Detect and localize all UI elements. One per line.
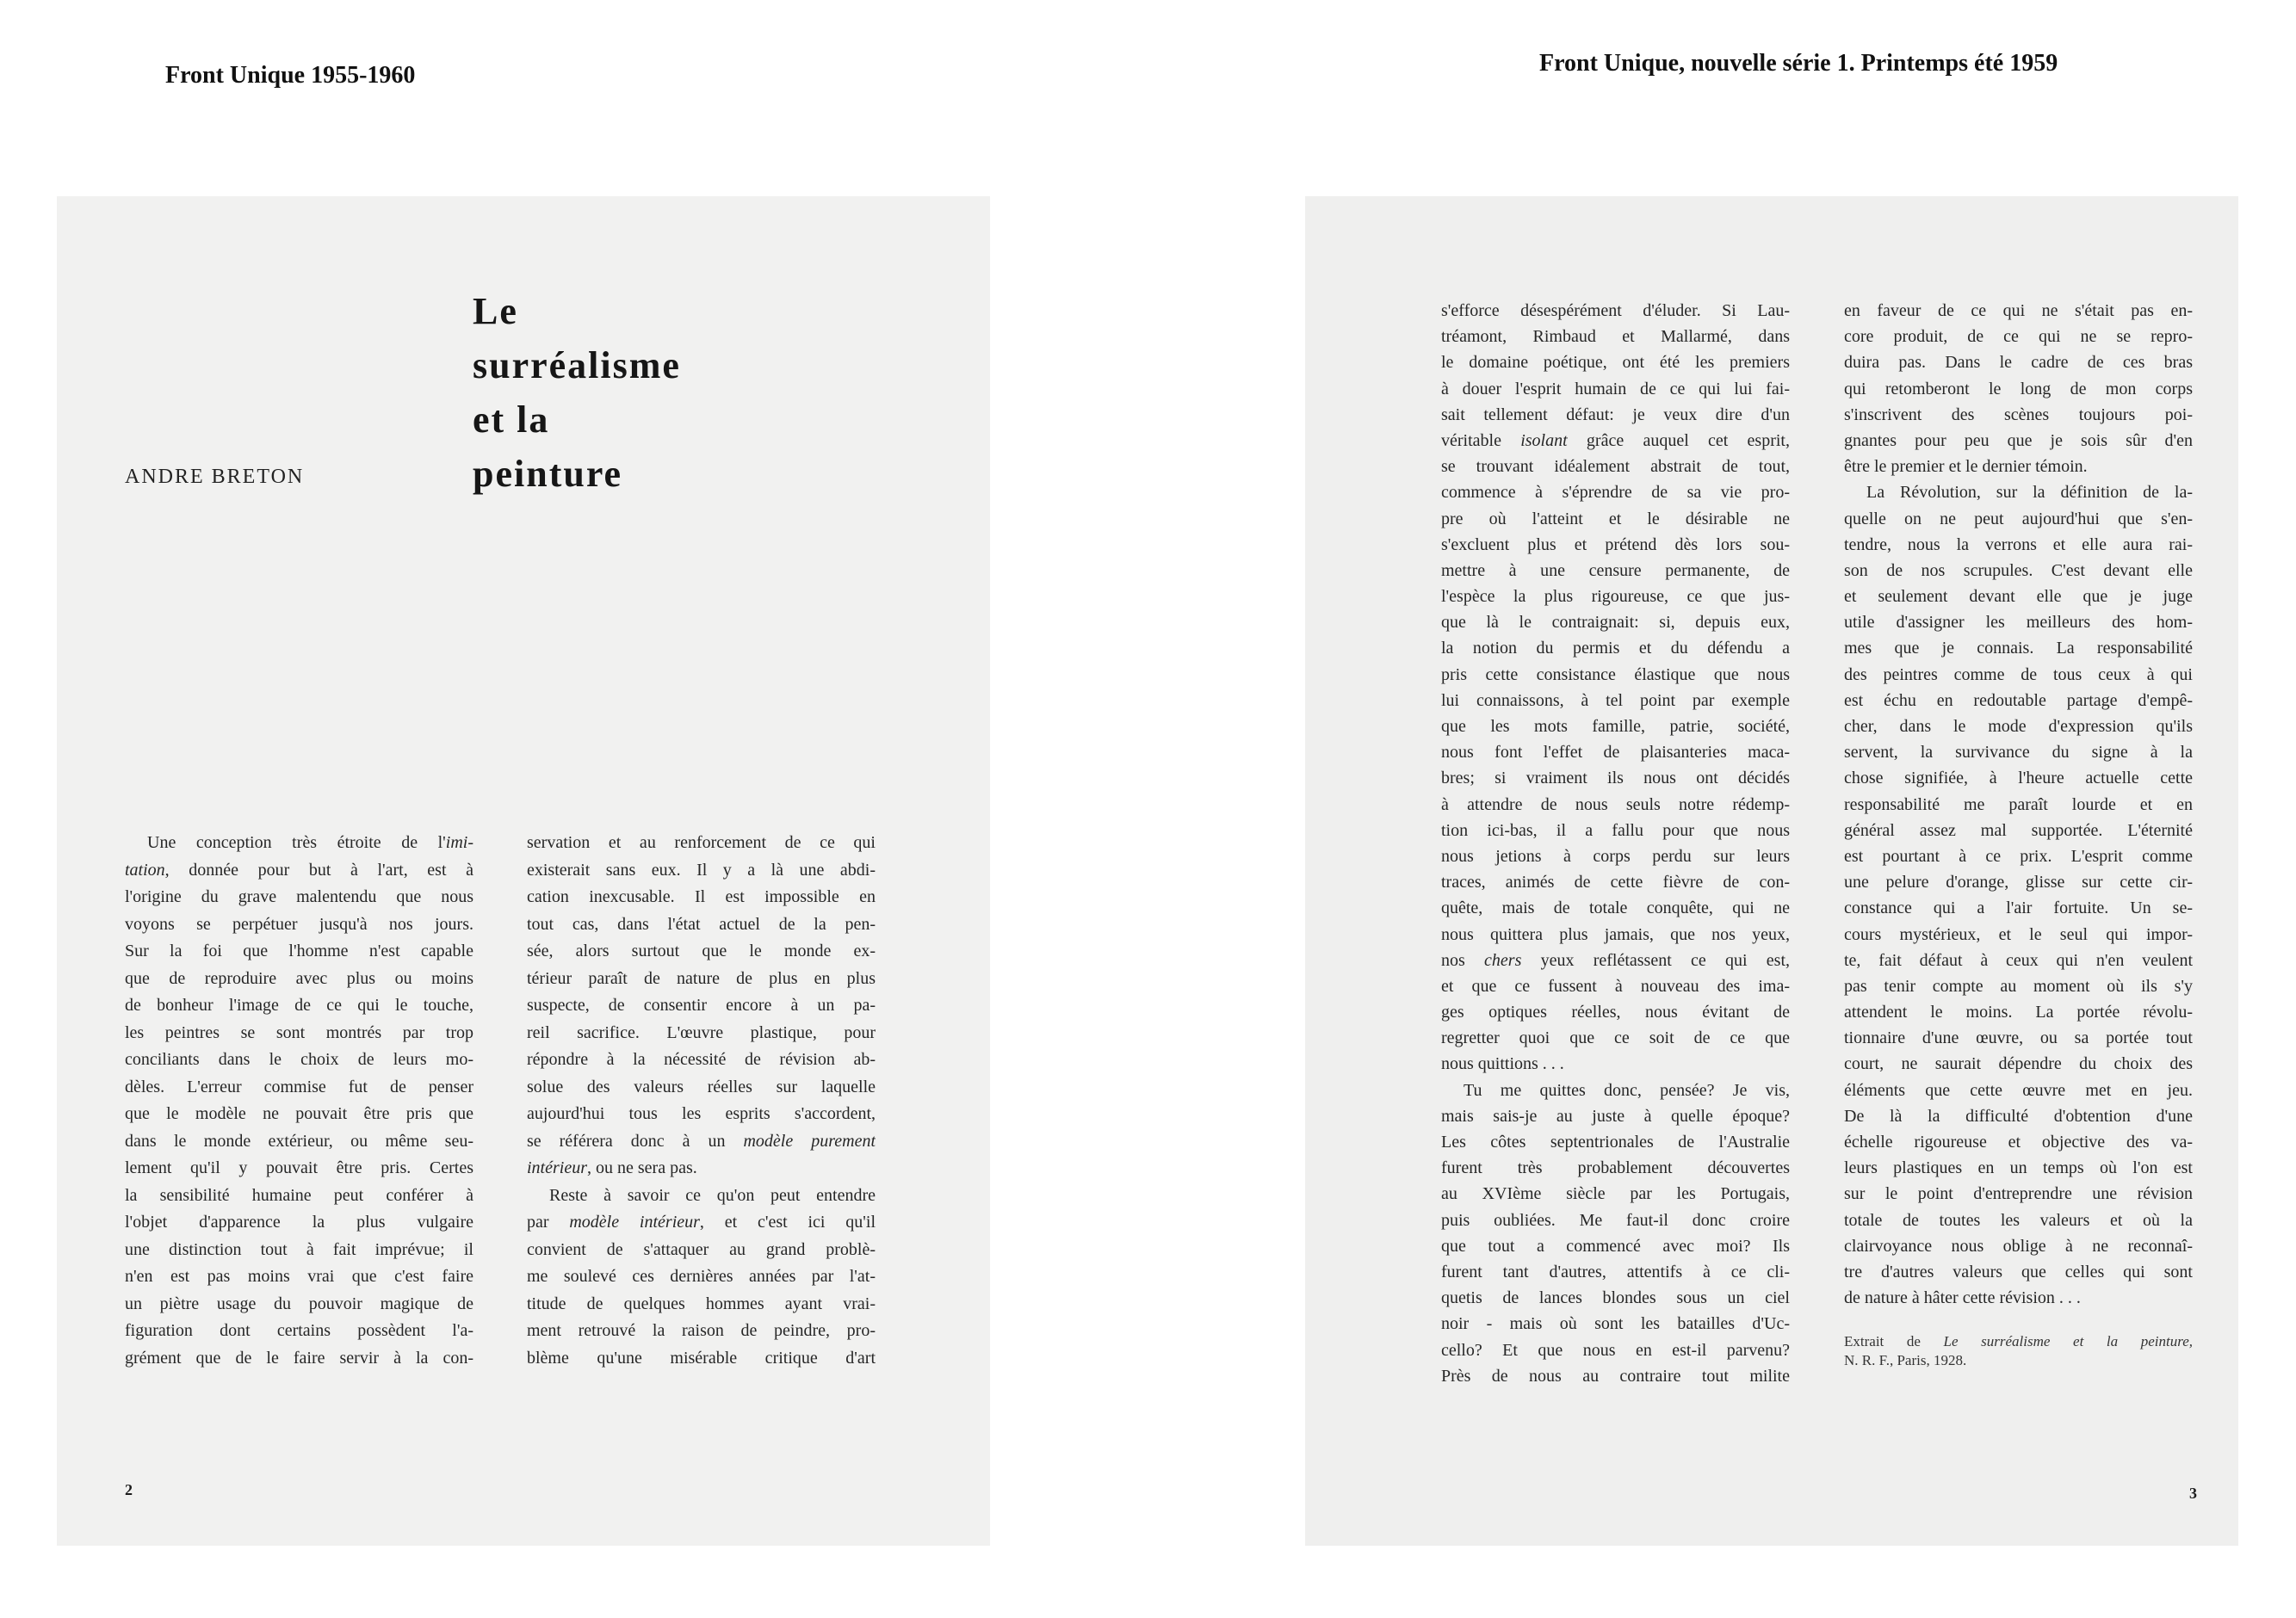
text-line: n'en est pas moins vrai que c'est faire [125, 1267, 473, 1286]
text-line: responsabilité me paraît lourde et en [1844, 794, 2193, 814]
text-line: mes que je connais. La responsabilité [1844, 639, 2193, 658]
text-line: noir - mais où sont les batailles d'Uc- [1441, 1314, 1790, 1334]
text-line: cation inexcusable. Il est impossible en [527, 887, 876, 906]
title-line: surréalisme [473, 344, 681, 386]
text-line: lui connaissons, à tel point par exemple [1441, 690, 1790, 710]
text-line: que les mots famille, patrie, société, [1441, 717, 1790, 736]
text-line: et que ce fussent à nouveau des ima- [1441, 976, 1790, 996]
text-line: nous font l'effet de plaisanteries maca- [1441, 743, 1790, 763]
text-line: se trouvant idéalement abstrait de tout, [1441, 457, 1790, 477]
title-line: peinture [473, 453, 623, 495]
text-line: éléments que cette œuvre met en jeu. [1844, 1080, 2193, 1100]
text-line: tendre, nous la verrons et elle aura rai- [1844, 534, 2193, 554]
title-line: Le [473, 290, 518, 332]
text-column [125, 830, 473, 1372]
text-line: Une conception très étroite de l'imi- [147, 833, 473, 852]
text-line: au XVIème siècle par les Portugais, [1441, 1184, 1790, 1204]
text-line: quetis de lances blondes sous un ciel [1441, 1288, 1790, 1308]
header-left: Front Unique 1955-1960 [165, 62, 416, 89]
text-line: gnantes pour peu que je sois sûr d'en [1844, 430, 2193, 450]
text-line: conciliants dans le choix de leurs mo- [125, 1050, 473, 1069]
text-line: de bonheur l'image de ce qui le touche, [125, 996, 473, 1015]
text-column [527, 830, 876, 1372]
text-line: duira pas. Dans le cadre de ces bras [1844, 353, 2193, 373]
italic-text: modèle intérieur [569, 1213, 700, 1232]
text-line: térieur paraît de nature de plus en plus [527, 968, 876, 988]
text-line: sur le point d'entreprendre une révision [1844, 1184, 2193, 1204]
author-name: ANDRE BRETON [125, 466, 305, 488]
text-line: titude de quelques hommes ayant vrai- [527, 1294, 876, 1313]
text-line: qui retomberont le long de mon corps [1844, 379, 2193, 398]
page-right [1305, 196, 2238, 1546]
article-title [473, 284, 681, 501]
text-line: cours mystérieux, et le seul qui impor- [1844, 924, 2193, 944]
text-line: tion ici-bas, il a fallu pour que nous [1441, 820, 1790, 840]
text-line: tre d'autres valeurs que celles qui sont [1844, 1262, 2193, 1281]
text-line: à attendre de nous seuls notre rédemp- [1441, 794, 1790, 814]
text-line: dèles. L'erreur commise fut de penser [125, 1077, 473, 1096]
text-line: La Révolution, sur la définition de la- [1866, 483, 2193, 503]
text-line: chose signifiée, à l'heure actuelle cette [1844, 769, 2193, 788]
text-line: échelle rigoureuse et objective des va- [1844, 1133, 2193, 1152]
text-line: solue des valeurs réelles sur laquelle [527, 1077, 876, 1096]
text-line: un piètre usage du pouvoir magique de [125, 1294, 473, 1313]
text-line: furent très probablement découvertes [1441, 1158, 1790, 1178]
italic-text: intérieur [527, 1158, 587, 1177]
text-line: quelle on ne peut aujourd'hui que s'en- [1844, 509, 2193, 528]
text-line: que le modèle ne pouvait être pris que [125, 1104, 473, 1123]
source-citation [1844, 1332, 2193, 1370]
text-line: lement qu'il y pouvait être pris. Certes [125, 1158, 473, 1177]
header-right: Front Unique, nouvelle série 1. Printemps été 1959 [1539, 50, 2058, 77]
text-line: s'inscrivent des scènes toujours poi- [1844, 404, 2193, 424]
text-line: servation et au renforcement de ce qui [527, 833, 876, 852]
text-line: furent tant d'autres, attentifs à ce cli- [1441, 1262, 1790, 1281]
text-line: utile d'assigner les meilleurs des hom- [1844, 613, 2193, 633]
title-line: et la [473, 398, 550, 441]
text-line: convient de s'attaquer au grand problè- [527, 1239, 876, 1259]
text-line: intérieur, ou ne sera pas. [527, 1158, 697, 1177]
text-line: grément que de le faire servir à la con- [125, 1348, 473, 1368]
text-line: bres; si vraiment ils nous ont décidés [1441, 769, 1790, 788]
text-line: pre où l'atteint et le désirable ne [1441, 509, 1790, 528]
text-line: l'origine du grave malentendu que nous [125, 887, 473, 906]
text-line: leurs plastiques en un temps où l'on est [1844, 1158, 2193, 1178]
text-line: nous quittera plus jamais, que nos yeux, [1441, 924, 1790, 944]
text-line: existerait sans eux. Il y a là une abdi- [527, 860, 876, 880]
text-line: le domaine poétique, ont été les premiers [1441, 353, 1790, 373]
text-line: être le premier et le dernier témoin. [1844, 457, 2088, 477]
italic-text: isolant [1520, 430, 1568, 450]
text-line: l'objet d'apparence la plus vulgaire [125, 1213, 473, 1232]
text-line: est échu en redoutable partage d'empê- [1844, 690, 2193, 710]
text-column [1441, 298, 1790, 1389]
text-line: me soulevé ces dernières années par l'at- [527, 1267, 876, 1286]
text-line: nos chers yeux reflétassent ce qui est, [1441, 950, 1790, 970]
text-line: par modèle intérieur, et c'est ici qu'il [527, 1213, 876, 1232]
text-line: servent, la survivance du signe à la [1844, 743, 2193, 763]
italic-text: chers [1484, 950, 1522, 970]
text-line: s'excluent plus et prétend dès lors sou- [1441, 534, 1790, 554]
citation-publisher: N. R. F., Paris, 1928. [1844, 1352, 1967, 1368]
text-line: constance qui a l'air fortuite. Un se- [1844, 899, 2193, 918]
text-line: pas tenir compte au moment où ils s'y [1844, 976, 2193, 996]
text-line: Tu me quittes donc, pensée? Je vis, [1464, 1080, 1790, 1100]
citation-book-title: Le surréalisme et la peinture, [1943, 1333, 2193, 1349]
page-left [57, 196, 990, 1546]
text-line: dans le monde extérieur, ou même seu- [125, 1131, 473, 1151]
text-line: une distinction tout à fait imprévue; il [125, 1239, 473, 1259]
italic-text: modèle purement [743, 1131, 876, 1151]
text-line: te, fait défaut à ceux qui n'en veulent [1844, 950, 2193, 970]
text-line: figuration dont certains possèdent l'a- [125, 1321, 473, 1340]
text-line: son de nos scrupules. C'est devant elle [1844, 560, 2193, 580]
text-line: général assez mal supportée. L'éternité [1844, 820, 2193, 840]
text-line: que de reproduire avec plus ou moins [125, 968, 473, 988]
text-line: que là le contraignait: si, depuis eux, [1441, 613, 1790, 633]
text-line: puis oubliées. Me faut-il donc croire [1441, 1210, 1790, 1230]
text-line: regretter quoi que ce soit de ce que [1441, 1028, 1790, 1048]
citation-prefix: Extrait de [1844, 1333, 1944, 1349]
text-line: la sensibilité humaine peut conférer à [125, 1185, 473, 1205]
text-line: sée, alors surtout que le monde ex- [527, 942, 876, 960]
text-line: totale de toutes les valeurs et où la [1844, 1210, 2193, 1230]
text-line: en faveur de ce qui ne s'était pas en- [1844, 301, 2193, 320]
page-number: 3 [2189, 1485, 2197, 1502]
text-line: cello? Et que nous en est-il parvenu? [1441, 1340, 1790, 1360]
text-line: tout cas, dans l'état actuel de la pen- [527, 914, 876, 934]
text-line: véritable isolant grâce auquel cet esprit, [1441, 430, 1790, 450]
text-line: la notion du permis et du défendu a [1441, 639, 1790, 658]
text-line: Reste à savoir ce qu'on peut entendre [549, 1185, 876, 1205]
text-line: à douer l'esprit humain de ce qui lui fai- [1441, 379, 1790, 398]
text-line: De là la difficulté d'obtention d'une [1844, 1106, 2193, 1126]
text-line: mettre à une censure permanente, de [1441, 560, 1790, 580]
text-line: ges optiques réelles, nous évitant de [1441, 1003, 1790, 1022]
text-line: pris cette consistance élastique que nous [1441, 664, 1790, 684]
text-line: est pourtant à ce prix. L'esprit comme [1844, 846, 2193, 866]
text-line: Les côtes septentrionales de l'Australie [1441, 1133, 1790, 1152]
text-line: les peintres se sont montrés par trop [125, 1022, 473, 1042]
text-line: voyons se perpétuer jusqu'à nos jours. [125, 914, 473, 934]
text-line: reil sacrifice. L'œuvre plastique, pour [527, 1022, 876, 1042]
italic-text: imi- [445, 833, 473, 852]
text-line: traces, animés de cette fièvre de con- [1441, 873, 1790, 892]
text-line: attendent le moins. La portée révolu- [1844, 1003, 2193, 1022]
text-column [1844, 298, 2193, 1311]
text-line: de nature à hâter cette révision . . . [1844, 1288, 2081, 1308]
text-line: nous jetions à corps perdu sur leurs [1441, 846, 1790, 866]
text-line: l'espèce la plus rigoureuse, ce que jus- [1441, 587, 1790, 607]
text-line: se référera donc à un modèle purement [527, 1131, 876, 1151]
text-line: répondre à la nécessité de révision ab- [527, 1050, 876, 1069]
text-line: core produit, de ce qui ne se repro- [1844, 327, 2193, 347]
text-line: quête, mais de totale conquête, qui ne [1441, 899, 1790, 918]
text-line: nous quittions . . . [1441, 1054, 1564, 1074]
text-line: et seulement devant elle que je juge [1844, 587, 2193, 607]
text-line: mais sais-je au juste à quelle époque? [1441, 1106, 1790, 1126]
text-line: clairvoyance nous oblige à ne reconnaî- [1844, 1236, 2193, 1256]
text-line: tation, donnée pour but à l'art, est à [125, 860, 473, 880]
text-line: s'efforce désespérément d'éluder. Si Lau- [1441, 301, 1790, 320]
text-line: tionnaire d'une œuvre, ou sa portée tout [1844, 1028, 2193, 1048]
text-line: blème qu'une misérable critique d'art [527, 1348, 876, 1368]
text-line: Sur la foi que l'homme n'est capable [125, 942, 473, 960]
text-line: Près de nous au contraire tout milite [1441, 1366, 1790, 1386]
text-line: tréamont, Rimbaud et Mallarmé, dans [1441, 327, 1790, 347]
text-line: cher, dans le mode d'expression qu'ils [1844, 717, 2193, 736]
text-line: une pelure d'orange, glisse sur cette cir- [1844, 873, 2193, 892]
text-line: aujourd'hui tous les esprits s'accordent, [527, 1104, 876, 1123]
text-line: court, ne saurait dépendre du choix des [1844, 1054, 2193, 1074]
italic-text: tation [125, 860, 165, 880]
page-number: 2 [125, 1481, 133, 1498]
text-line: des peintres comme de tous ceux à qui [1844, 664, 2193, 684]
text-line: commence à s'éprendre de sa vie pro- [1441, 483, 1790, 503]
text-line: que tout a commencé avec moi? Ils [1441, 1236, 1790, 1256]
text-line: sait tellement défaut: je veux dire d'un [1441, 404, 1790, 424]
text-line: suspecte, de consentir encore à un pa- [527, 996, 876, 1015]
text-line: ment retrouvé la raison de peindre, pro- [527, 1321, 876, 1340]
